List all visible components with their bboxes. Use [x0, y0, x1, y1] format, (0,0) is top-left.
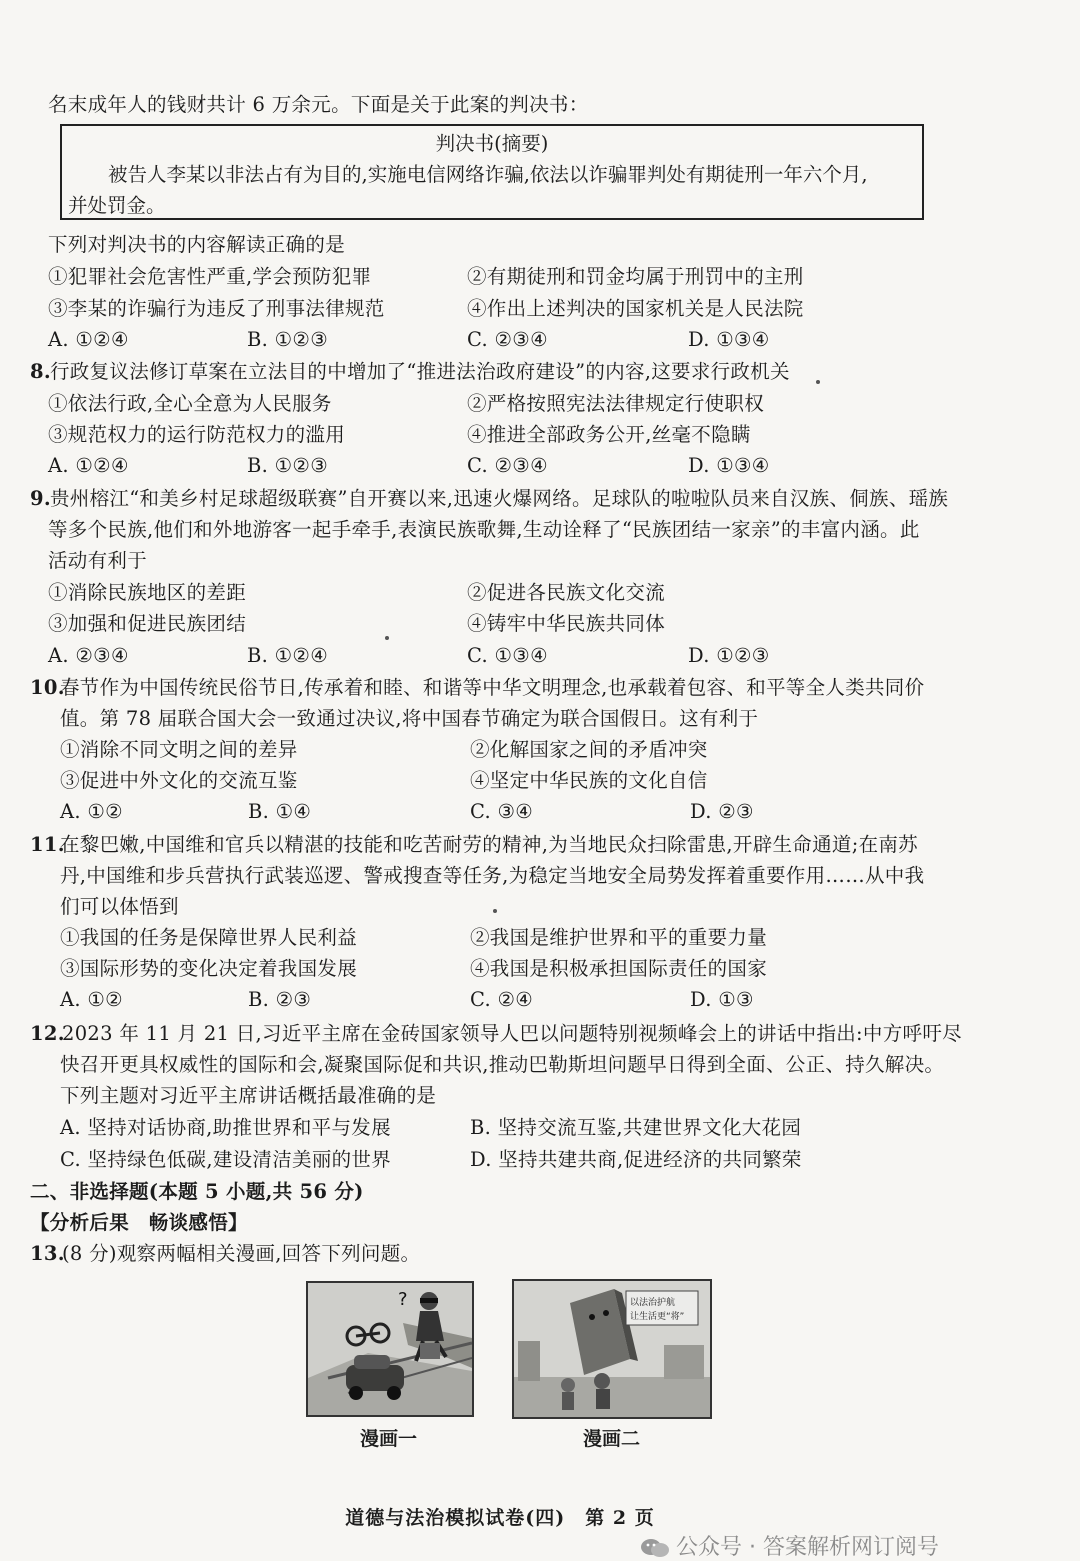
q9-choice-c: C. ①③④ — [467, 644, 548, 667]
comic-two-sign-line-2: 让生活更“将” — [630, 1312, 685, 1322]
q8-choice-c: C. ②③④ — [467, 454, 548, 477]
q7-option-1: ①犯罪社会危害性严重,学会预防犯罪 — [48, 265, 372, 288]
q10-choice-d: D. ②③ — [690, 800, 754, 823]
q10-number: 10. — [30, 676, 65, 699]
speck — [493, 909, 497, 913]
wechat-icon — [640, 1537, 670, 1559]
q9-stem-2: 等多个民族,他们和外地游客一起手牵手,表演民族歌舞,生动诠释了“民族团结一家亲”的丰富内涵。此 — [48, 518, 920, 541]
q11-stem-2: 丹,中国维和步兵营执行武装巡逻、警戒搜查等任务,为稳定当地安全局势发挥着重要作用……从中我 — [60, 864, 925, 887]
q10-option-3: ③促进中外文化的交流互鉴 — [60, 769, 298, 792]
q10-choice-c: C. ③④ — [470, 800, 534, 823]
section-two-heading: 二、非选择题(本题 5 小题,共 56 分) — [30, 1180, 364, 1203]
q10-choice-a: A. ①② — [60, 800, 123, 823]
q8-option-3: ③规范权力的运行防范权力的滥用 — [48, 423, 346, 446]
q9-choice-a: A. ②③④ — [48, 644, 129, 667]
q13-number: 13. — [30, 1242, 65, 1265]
q11-stem-3: 们可以体悟到 — [60, 895, 179, 918]
q12-choice-b: B. 坚持交流互鉴,共建世界文化大花园 — [470, 1116, 802, 1139]
speck — [385, 636, 389, 640]
q9-option-2: ②促进各民族文化交流 — [467, 581, 666, 604]
q10-option-2: ②化解国家之间的矛盾冲突 — [470, 738, 708, 761]
q9-option-3: ③加强和促进民族团结 — [48, 612, 247, 635]
q12-choice-a: A. 坚持对话协商,助推世界和平与发展 — [60, 1116, 391, 1139]
judgment-line-1: 被告人李某以非法占有为目的,实施电信网络诈骗,依法以诈骗罪判处有期徒刑一年六个月, — [108, 163, 868, 186]
comic-two-sign-line-1: 以法治护航 — [630, 1298, 676, 1308]
q8-option-2: ②严格按照宪法法律规定行使职权 — [467, 392, 765, 415]
q8-choice-b: B. ①②③ — [247, 454, 328, 477]
comic-two-caption: 漫画二 — [583, 1428, 641, 1450]
q10-option-1: ①消除不同文明之间的差异 — [60, 738, 298, 761]
q10-choice-b: B. ①④ — [248, 800, 312, 823]
comic-one-image — [306, 1281, 474, 1417]
q11-choice-b: B. ②③ — [248, 988, 312, 1011]
speck — [816, 380, 820, 384]
q13-stem: (8 分)观察两幅相关漫画,回答下列问题。 — [62, 1242, 421, 1265]
watermark-text: 公众号 · 答案解析网订阅号 — [676, 1535, 939, 1560]
q7-stem: 下列对判决书的内容解读正确的是 — [48, 233, 346, 256]
q9-option-4: ④铸牢中华民族共同体 — [467, 612, 666, 635]
subsection-heading: 【分析后果 畅谈感悟】 — [30, 1211, 248, 1234]
q9-option-1: ①消除民族地区的差距 — [48, 581, 247, 604]
svg-text:?: ? — [398, 1289, 408, 1310]
q9-stem-1: 贵州榕江“和美乡村足球超级联赛”自开赛以来,迅速火爆网络。足球队的啦啦队员来自汉族、侗族、瑶族 — [50, 487, 949, 510]
q11-option-4: ④我国是积极承担国际责任的国家 — [470, 957, 768, 980]
comic-one-illustration — [308, 1283, 472, 1415]
q12-number: 12. — [30, 1022, 65, 1045]
q10-stem-2: 值。第 78 届联合国大会一致通过决议,将中国春节确定为联合国假日。这有利于 — [60, 707, 759, 730]
q8-number: 8. — [30, 360, 51, 383]
q11-option-2: ②我国是维护世界和平的重要力量 — [470, 926, 768, 949]
q9-choice-d: D. ①②③ — [688, 644, 770, 667]
q7-choice-b: B. ①②③ — [247, 328, 328, 351]
q8-choice-d: D. ①③④ — [688, 454, 770, 477]
q12-stem-3: 下列主题对习近平主席讲话概括最准确的是 — [60, 1084, 437, 1107]
q9-stem-3: 活动有利于 — [48, 549, 148, 572]
q11-option-3: ③国际形势的变化决定着我国发展 — [60, 957, 358, 980]
q11-option-1: ①我国的任务是保障世界人民利益 — [60, 926, 358, 949]
q9-number: 9. — [30, 487, 51, 510]
q11-number: 11. — [30, 833, 65, 856]
q12-stem-2: 快召开更具权威性的国际和会,凝聚国际促和共识,推动巴勒斯坦问题早日得到全面、公正、持久解决。 — [60, 1053, 945, 1076]
q8-stem: 行政复议法修订草案在立法目的中增加了“推进法治政府建设”的内容,这要求行政机关 — [50, 360, 790, 383]
q12-choice-c: C. 坚持绿色低碳,建设清洁美丽的世界 — [60, 1148, 392, 1171]
q8-option-4: ④推进全部政务公开,丝毫不隐瞒 — [467, 423, 751, 446]
q12-choice-d: D. 坚持共建共商,促进经济的共同繁荣 — [470, 1148, 802, 1171]
q11-choice-a: A. ①② — [60, 988, 123, 1011]
q12-stem-1: 2023 年 11 月 21 日,习近平主席在金砖国家领导人巴以问题特别视频峰会上的讲话中指出:中方呼吁尽 — [62, 1022, 962, 1045]
q11-choice-d: D. ①③ — [690, 988, 754, 1011]
q10-stem-1: 春节作为中国传统民俗节日,传承着和睦、和谐等中华文明理念,也承载着包容、和平等全人类共同价 — [60, 676, 925, 699]
q11-stem-1: 在黎巴嫩,中国维和官兵以精湛的技能和吃苦耐劳的精神,为当地民众扫除雷患,开辟生命通道;在南苏 — [60, 833, 918, 856]
judgment-box — [60, 124, 924, 220]
q7-choice-a: A. ①②④ — [48, 328, 129, 351]
q7-option-2: ②有期徒刑和罚金均属于刑罚中的主刑 — [467, 265, 804, 288]
comic-two-image — [512, 1279, 712, 1419]
q8-option-1: ①依法行政,全心全意为人民服务 — [48, 392, 332, 415]
q10-option-4: ④坚定中华民族的文化自信 — [470, 769, 708, 792]
q9-choice-b: B. ①②④ — [247, 644, 328, 667]
q11-choice-c: C. ②④ — [470, 988, 534, 1011]
comic-one-caption: 漫画一 — [360, 1428, 418, 1450]
judgment-line-2: 并处罚金。 — [68, 194, 166, 217]
watermark — [640, 1530, 939, 1561]
intro-line: 名末成年人的钱财共计 6 万余元。下面是关于此案的判决书： — [48, 93, 589, 116]
page-footer: 道德与法治模拟试卷(四) 第 2 页 — [345, 1507, 655, 1529]
judgment-title: 判决书(摘要) — [435, 132, 549, 155]
q7-choice-c: C. ②③④ — [467, 328, 548, 351]
q7-choice-d: D. ①③④ — [688, 328, 770, 351]
q7-option-4: ④作出上述判决的国家机关是人民法院 — [467, 297, 804, 320]
q8-choice-a: A. ①②④ — [48, 454, 129, 477]
comic-two-illustration — [514, 1281, 710, 1417]
q7-option-3: ③李某的诈骗行为违反了刑事法律规范 — [48, 297, 385, 320]
